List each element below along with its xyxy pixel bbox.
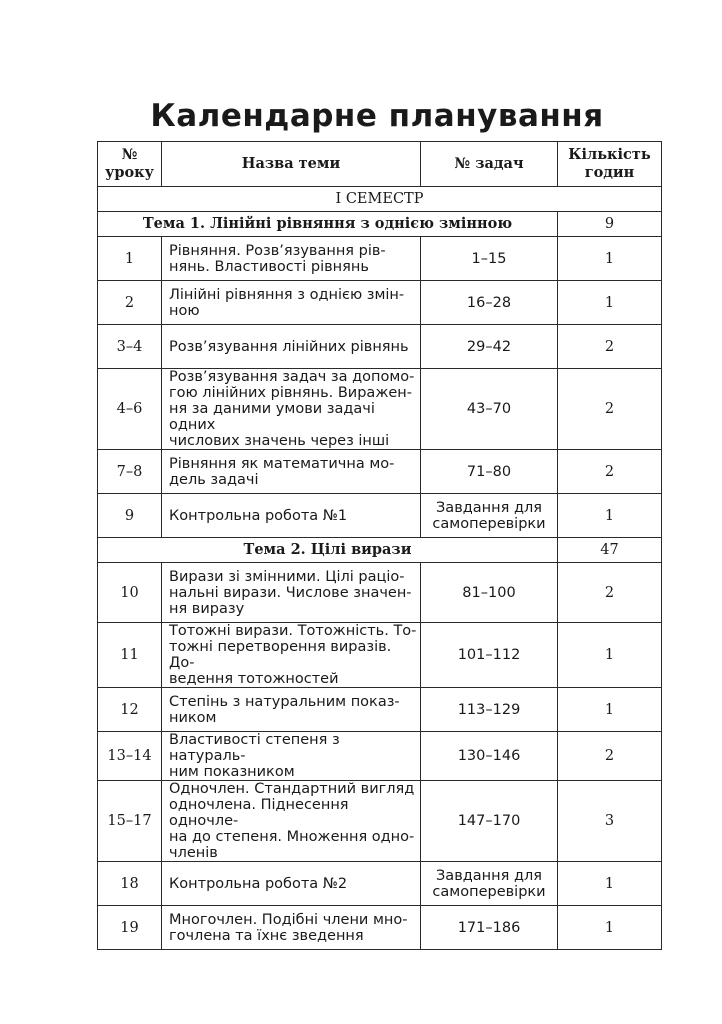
- task-numbers: [421, 732, 558, 781]
- table-row: [98, 325, 662, 369]
- lesson-topic-line: Властивості степеня з натураль-: [169, 732, 340, 764]
- lesson-number: 3–4: [98, 325, 162, 369]
- lesson-hours: 1: [558, 494, 662, 538]
- task-numbers: [421, 237, 558, 281]
- table-row: [98, 237, 662, 281]
- table-row: [98, 369, 662, 450]
- topic-row: [98, 212, 662, 237]
- task-numbers: [421, 906, 558, 950]
- lesson-topic-line: ником: [169, 709, 217, 726]
- lesson-topic-line: тожні перетворення виразів. До-: [169, 639, 392, 671]
- lesson-number: 7–8: [98, 450, 162, 494]
- lesson-topic-line: одночлена. Піднесення одночле-: [169, 797, 349, 829]
- lesson-number: 9: [98, 494, 162, 538]
- lesson-number: 13–14: [98, 732, 162, 781]
- lesson-hours: 2: [558, 732, 662, 781]
- task-numbers-line: Завдання для: [436, 867, 542, 884]
- table-header-row: [98, 142, 662, 187]
- task-numbers-line: 29–42: [466, 338, 512, 355]
- task-numbers: [421, 688, 558, 732]
- table-row: [98, 623, 662, 688]
- task-numbers-line: 171–186: [457, 919, 521, 936]
- lesson-topic-line: ня за даними умови задачі одних: [169, 401, 375, 433]
- task-numbers: [421, 281, 558, 325]
- lesson-topic-line: гою лінійних рівнянь. Виражен-: [169, 385, 413, 401]
- lesson-topic-line: нальні вирази. Числове значен-: [169, 584, 412, 601]
- task-numbers: [421, 862, 558, 906]
- topic-hours: 9: [558, 212, 662, 237]
- task-numbers: [421, 494, 558, 538]
- lesson-hours: 1: [558, 906, 662, 950]
- lesson-topic-line: ня виразу: [169, 600, 245, 617]
- task-numbers-line: 113–129: [457, 701, 521, 718]
- table-row: [98, 281, 662, 325]
- lesson-number: 10: [98, 563, 162, 623]
- table-row: [98, 688, 662, 732]
- topic-title: Тема 1. Лінійні рівняння з однією змінною: [98, 212, 558, 237]
- task-numbers: [421, 369, 558, 450]
- lesson-topic: [162, 688, 421, 732]
- task-numbers-line: Завдання для: [436, 499, 542, 516]
- task-numbers-line: 1–15: [471, 250, 507, 267]
- table-row: [98, 494, 662, 538]
- lesson-topic: [162, 237, 421, 281]
- table-row: [98, 732, 662, 781]
- semester-label: І СЕМЕСТР: [98, 187, 662, 212]
- header-task-numbers: № задач: [421, 142, 558, 187]
- table-row: [98, 781, 662, 862]
- header-lesson-line1: №: [121, 146, 138, 163]
- lesson-topic-line: Степінь з натуральним показ-: [169, 693, 400, 710]
- lesson-topic: [162, 862, 421, 906]
- lesson-topic: [162, 325, 421, 369]
- lesson-topic: [162, 781, 421, 862]
- header-lesson-line2: уроку: [105, 164, 154, 181]
- lesson-topic-line: Контрольна робота №1: [169, 507, 348, 524]
- lesson-number: 2: [98, 281, 162, 325]
- topic-hours: 47: [558, 538, 662, 563]
- task-numbers-line: 81–100: [462, 584, 516, 601]
- lesson-number: 1: [98, 237, 162, 281]
- table-row: [98, 450, 662, 494]
- lesson-topic-line: Рівняння як математична мо-: [169, 455, 395, 472]
- lesson-topic-line: гочлена та їхнє зведення: [169, 927, 364, 944]
- calendar-plan-table: [97, 141, 662, 950]
- topic-row: [98, 538, 662, 563]
- lesson-hours: 2: [558, 369, 662, 450]
- lesson-topic-line: членів: [169, 845, 218, 861]
- lesson-topic-line: Контрольна робота №2: [169, 875, 348, 892]
- lesson-hours: 2: [558, 563, 662, 623]
- lesson-topic-line: нянь. Властивості рівнянь: [169, 258, 369, 275]
- lesson-number: 4–6: [98, 369, 162, 450]
- lesson-topic-line: ною: [169, 302, 200, 319]
- task-numbers-line: 16–28: [466, 294, 512, 311]
- task-numbers-line: 71–80: [466, 463, 512, 480]
- lesson-number: 19: [98, 906, 162, 950]
- lesson-topic: [162, 369, 421, 450]
- lesson-topic-line: ведення тотожностей: [169, 671, 339, 687]
- header-hours-line1: Кількість: [568, 146, 651, 163]
- lesson-topic: [162, 563, 421, 623]
- header-lesson-number: [98, 142, 162, 187]
- lesson-topic-line: Вирази зі змінними. Цілі раціо-: [169, 568, 405, 585]
- lesson-number: 12: [98, 688, 162, 732]
- task-numbers-line: самоперевірки: [432, 883, 546, 900]
- lesson-hours: 1: [558, 237, 662, 281]
- task-numbers-line: 101–112: [457, 647, 521, 663]
- task-numbers-line: 147–170: [457, 813, 521, 829]
- lesson-number: 11: [98, 623, 162, 688]
- header-hours-line2: годин: [584, 164, 635, 181]
- task-numbers: [421, 781, 558, 862]
- lesson-topic: [162, 281, 421, 325]
- table-row: [98, 906, 662, 950]
- lesson-topic-line: Одночлен. Стандартний вигляд: [169, 781, 415, 797]
- lesson-hours: 1: [558, 281, 662, 325]
- table-body: [98, 187, 662, 950]
- task-numbers-line: 43–70: [466, 401, 512, 417]
- task-numbers: [421, 623, 558, 688]
- topic-title: Тема 2. Цілі вирази: [98, 538, 558, 563]
- lesson-topic-line: Многочлен. Подібні члени мно-: [169, 911, 408, 928]
- lesson-hours: 1: [558, 862, 662, 906]
- lesson-topic: [162, 494, 421, 538]
- table-row: [98, 563, 662, 623]
- lesson-topic-line: Розв’язування лінійних рівнянь: [169, 338, 409, 355]
- semester-row: [98, 187, 662, 212]
- lesson-topic: [162, 623, 421, 688]
- lesson-topic-line: дель задачі: [169, 471, 259, 488]
- lesson-topic-line: ним показником: [169, 764, 295, 780]
- lesson-number: 18: [98, 862, 162, 906]
- lesson-topic-line: Розв’язування задач за допомо-: [169, 369, 415, 385]
- lesson-topic: [162, 732, 421, 781]
- task-numbers-line: 130–146: [457, 748, 521, 764]
- lesson-hours: 2: [558, 450, 662, 494]
- lesson-hours: 2: [558, 325, 662, 369]
- lesson-number: 15–17: [98, 781, 162, 862]
- lesson-topic-line: на до степеня. Множення одно-: [169, 829, 415, 845]
- lesson-hours: 1: [558, 623, 662, 688]
- task-numbers-line: самоперевірки: [432, 515, 546, 532]
- page-title: Календарне планування: [150, 98, 604, 134]
- task-numbers: [421, 325, 558, 369]
- lesson-topic-line: Тотожні вирази. Тотожність. То-: [169, 623, 417, 639]
- lesson-topic-line: Лінійні рівняння з однією змін-: [169, 286, 405, 303]
- lesson-topic: [162, 906, 421, 950]
- lesson-topic-line: Рівняння. Розв’язування рів-: [169, 242, 386, 259]
- lesson-hours: 3: [558, 781, 662, 862]
- task-numbers: [421, 563, 558, 623]
- lesson-hours: 1: [558, 688, 662, 732]
- lesson-topic: [162, 450, 421, 494]
- header-topic-name: Назва теми: [162, 142, 421, 187]
- task-numbers: [421, 450, 558, 494]
- header-hours: [558, 142, 662, 187]
- table-row: [98, 862, 662, 906]
- lesson-topic-line: числових значень через інші: [169, 433, 390, 449]
